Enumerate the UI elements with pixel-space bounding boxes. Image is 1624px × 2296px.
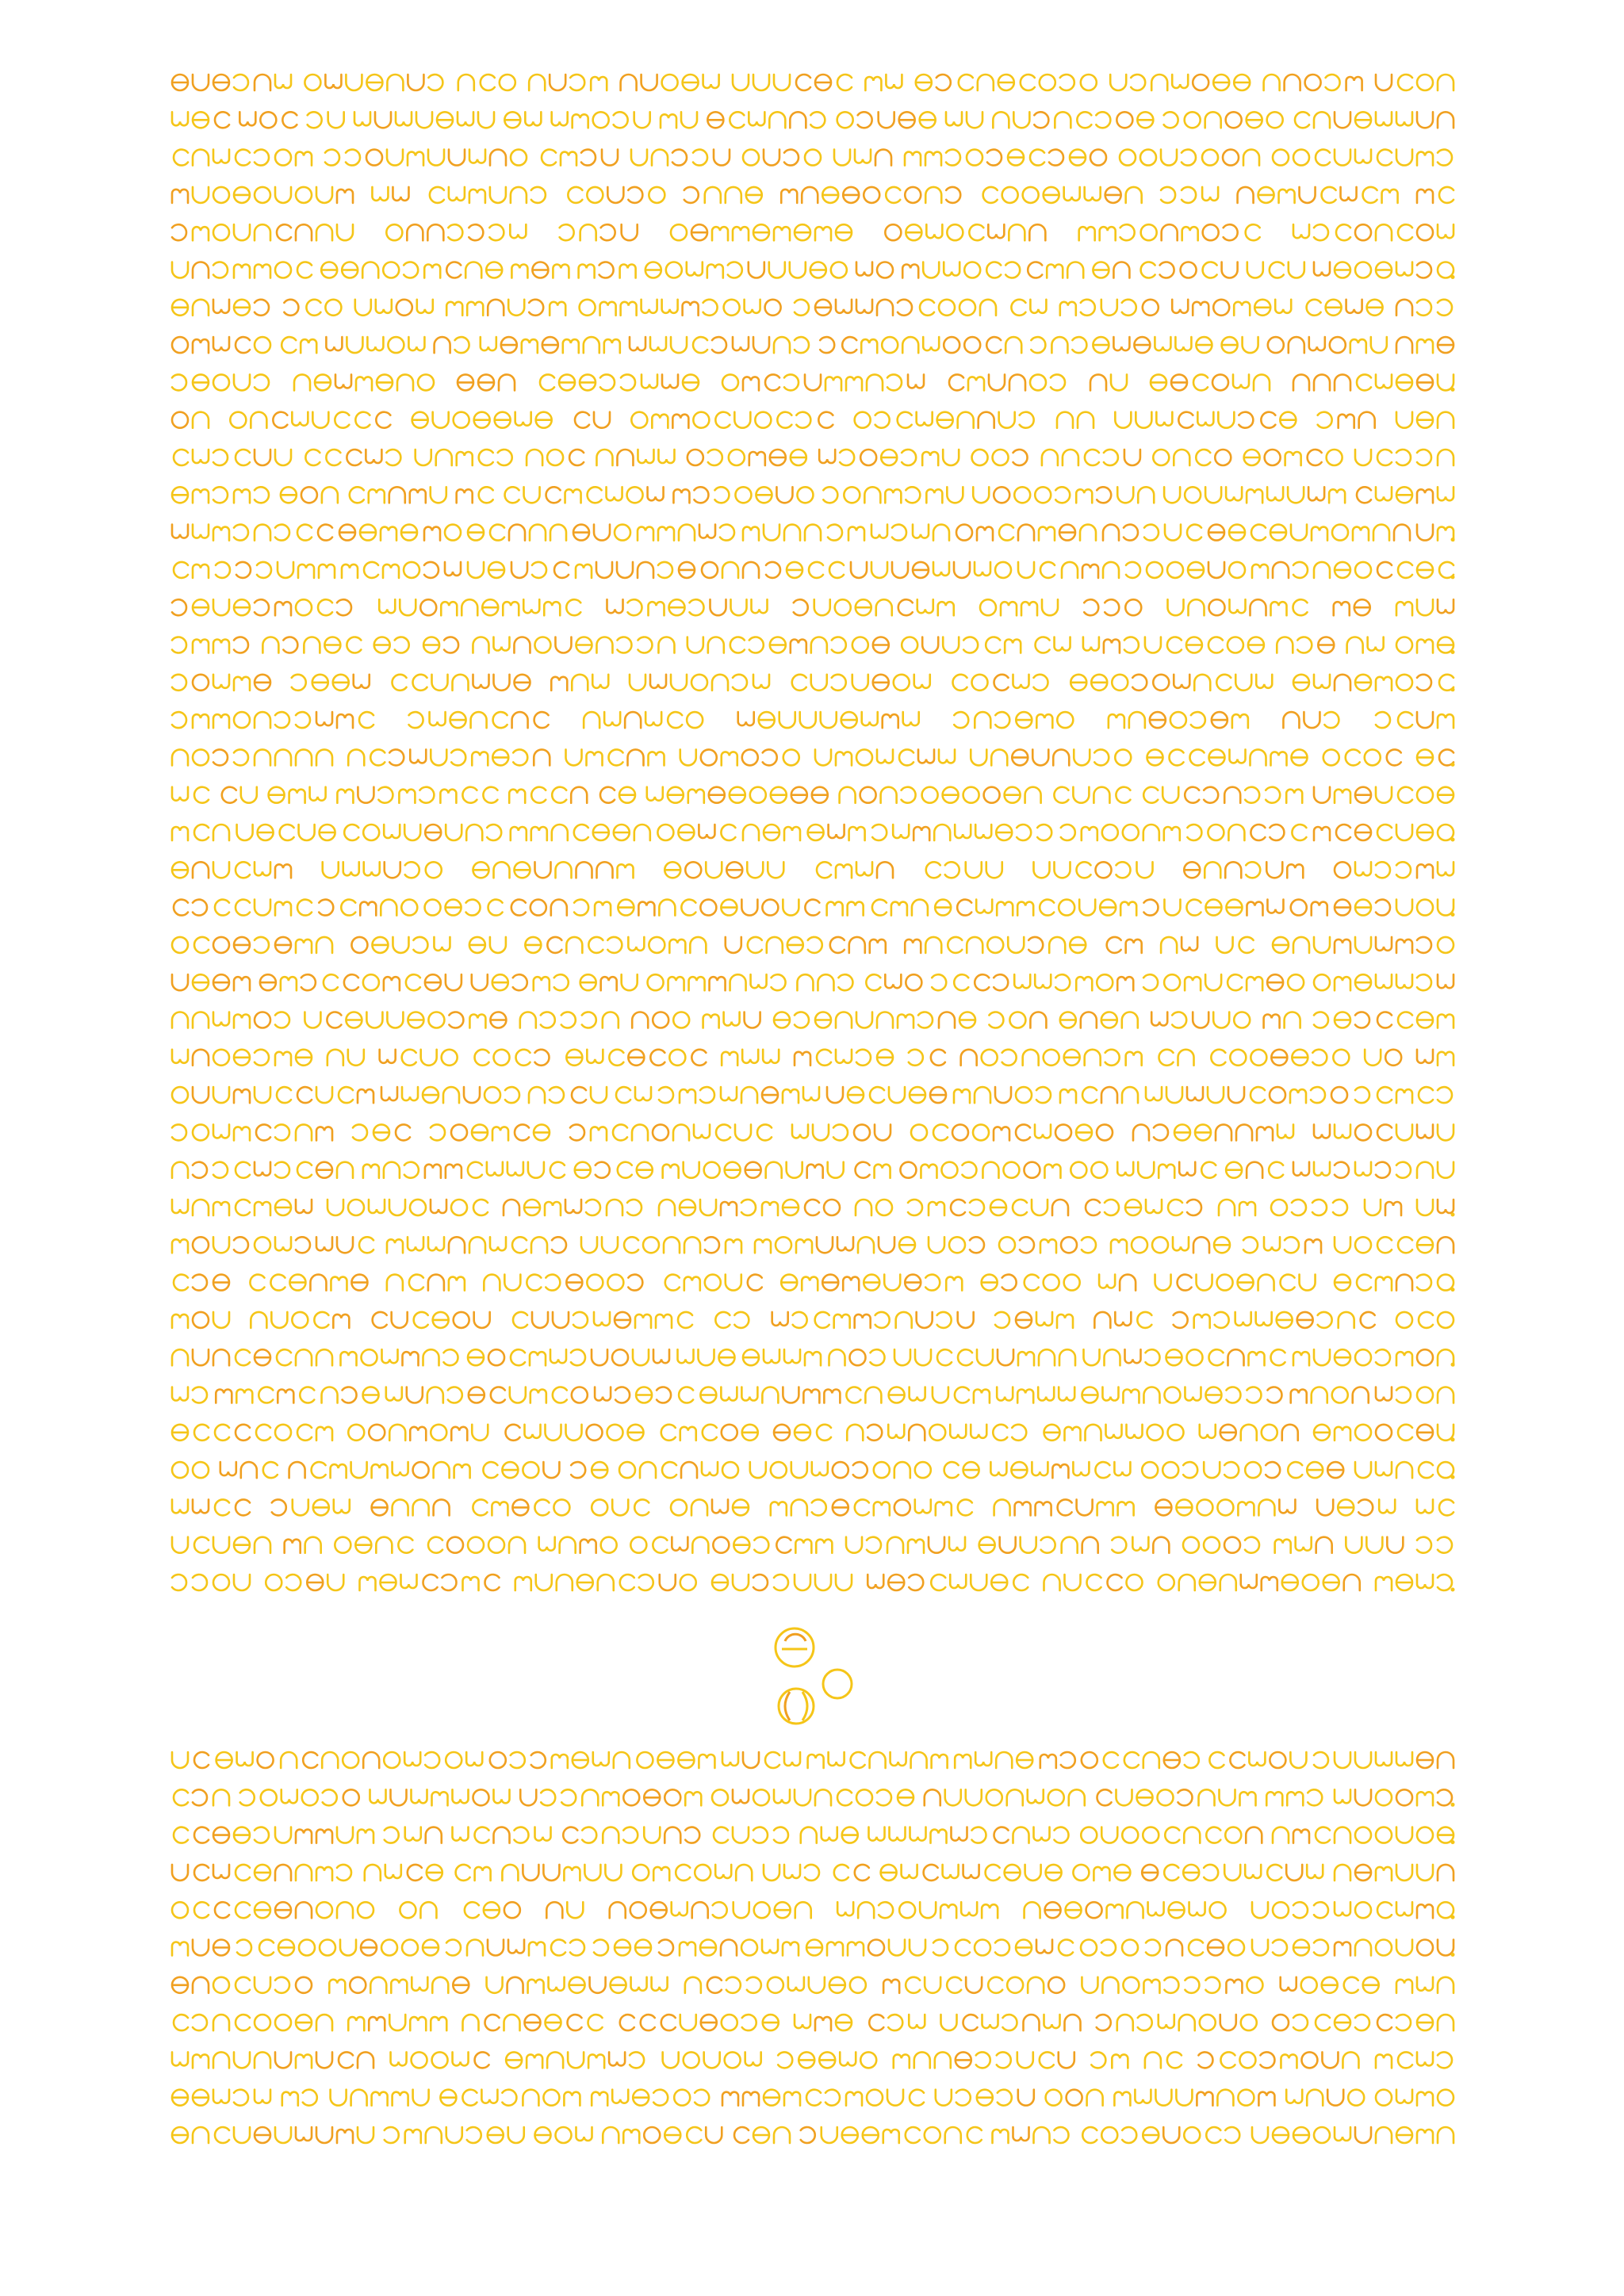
text-line [172, 599, 1454, 615]
text-line [172, 862, 1454, 878]
text-line [172, 412, 1454, 428]
text-line [172, 224, 1454, 240]
text-line [172, 112, 1454, 128]
text-line [172, 1977, 1454, 1993]
text-line [174, 900, 1455, 917]
text-line [172, 974, 1454, 990]
text-line [174, 562, 1455, 580]
text-line [172, 1087, 1452, 1103]
section-divider-ornament [769, 1617, 856, 1728]
text-line [174, 1827, 1455, 1845]
upper-text-block [170, 65, 1456, 1603]
text-line [172, 1575, 1455, 1592]
text-line [172, 2052, 1452, 2068]
text-line [172, 1462, 1455, 1479]
text-line [172, 1050, 1454, 1066]
text-line [172, 1349, 1455, 1367]
text-line [172, 2127, 1454, 2143]
text-line [172, 187, 1454, 203]
text-line [172, 1200, 1455, 1217]
text-line [174, 150, 1452, 166]
upper-glyph-text [170, 65, 1456, 1603]
text-line [172, 1312, 1454, 1328]
text-line [172, 675, 1455, 692]
ornament-glyphs-icon [769, 1617, 856, 1728]
text-line [172, 1752, 1454, 1768]
text-line [172, 1237, 1454, 1253]
text-line [172, 2090, 1454, 2106]
text-line [172, 75, 1454, 90]
text-line [172, 525, 1455, 542]
text-line [174, 1789, 1455, 1807]
lower-glyph-text [170, 1743, 1456, 2187]
text-line [174, 450, 1454, 465]
text-line [172, 262, 1455, 280]
text-line [172, 1499, 1454, 1515]
text-line [174, 1275, 1455, 1292]
text-line [172, 1865, 1454, 1881]
text-line [172, 1012, 1454, 1027]
text-line [172, 937, 1454, 953]
text-line [172, 825, 1455, 842]
text-line [172, 300, 1452, 316]
text-line [172, 749, 1455, 767]
text-line [172, 1162, 1454, 1178]
text-line [172, 487, 1454, 503]
text-line [172, 1537, 1452, 1553]
text-line [172, 1387, 1454, 1402]
text-line [172, 712, 1454, 728]
text-line [172, 787, 1454, 803]
lower-text-block [170, 1743, 1456, 2187]
text-line [172, 1124, 1454, 1140]
text-line [172, 337, 1454, 353]
text-line [174, 2015, 1454, 2030]
text-line [172, 637, 1455, 655]
text-line [172, 1902, 1455, 1919]
text-line [172, 1425, 1455, 1442]
text-line [172, 1940, 1455, 1957]
text-line [172, 374, 1455, 392]
